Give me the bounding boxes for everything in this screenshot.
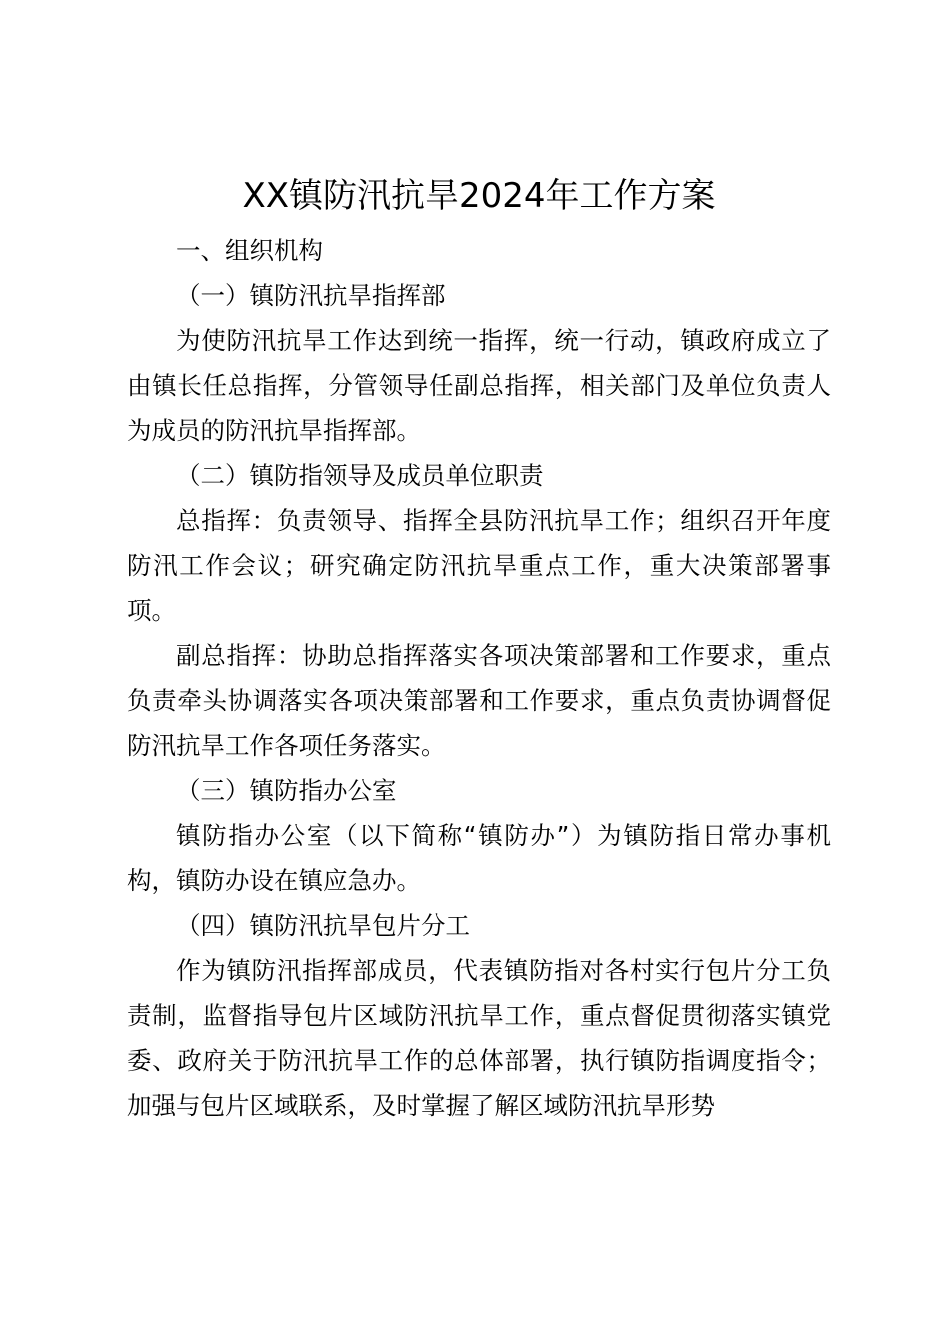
subsection-heading-duties: （二）镇防指领导及成员单位职责: [176, 461, 544, 490]
paragraph-deputy-duties: 副总指挥：协助总指挥落实各项决策部署和工作要求，重点负责牵头协调落实各项决策部署和工作要求，重点负责协调督促防汛抗旱工作各项任务落实。: [127, 641, 831, 760]
subsection-heading-office: （三）镇防指办公室: [176, 776, 397, 805]
paragraph-chief-duties: 总指挥：负责领导、指挥全县防汛抗旱工作；组织召开年度防汛工作会议；研究确定防汛抗旱重点工作，重大决策部署事项。: [127, 506, 831, 625]
subsection-heading-command: （一）镇防汛抗旱指挥部: [176, 281, 446, 310]
document-title: XX镇防汛抗旱2024年工作方案: [242, 176, 716, 216]
subsection-heading-division: （四）镇防汛抗旱包片分工: [176, 911, 470, 940]
section-heading-organization: 一、组织机构: [176, 236, 323, 265]
document-page: [127, 168, 831, 1128]
paragraph-command-setup: 为使防汛抗旱工作达到统一指挥，统一行动，镇政府成立了由镇长任总指挥，分管领导任副总指挥，相关部门及单位负责人为成员的防汛抗旱指挥部。: [127, 326, 831, 445]
paragraph-division: 作为镇防汛指挥部成员，代表镇防指对各村实行包片分工负责制，监督指导包片区域防汛抗旱工作，重点督促贯彻落实镇党委、政府关于防汛抗旱工作的总体部署，执行镇防指调度指令；加强与包片区域联系，及时掌握了解区域防汛抗旱形势: [127, 956, 831, 1120]
paragraph-office: 镇防指办公室（以下简称“镇防办”）为镇防指日常办事机构，镇防办设在镇应急办。: [127, 821, 831, 895]
